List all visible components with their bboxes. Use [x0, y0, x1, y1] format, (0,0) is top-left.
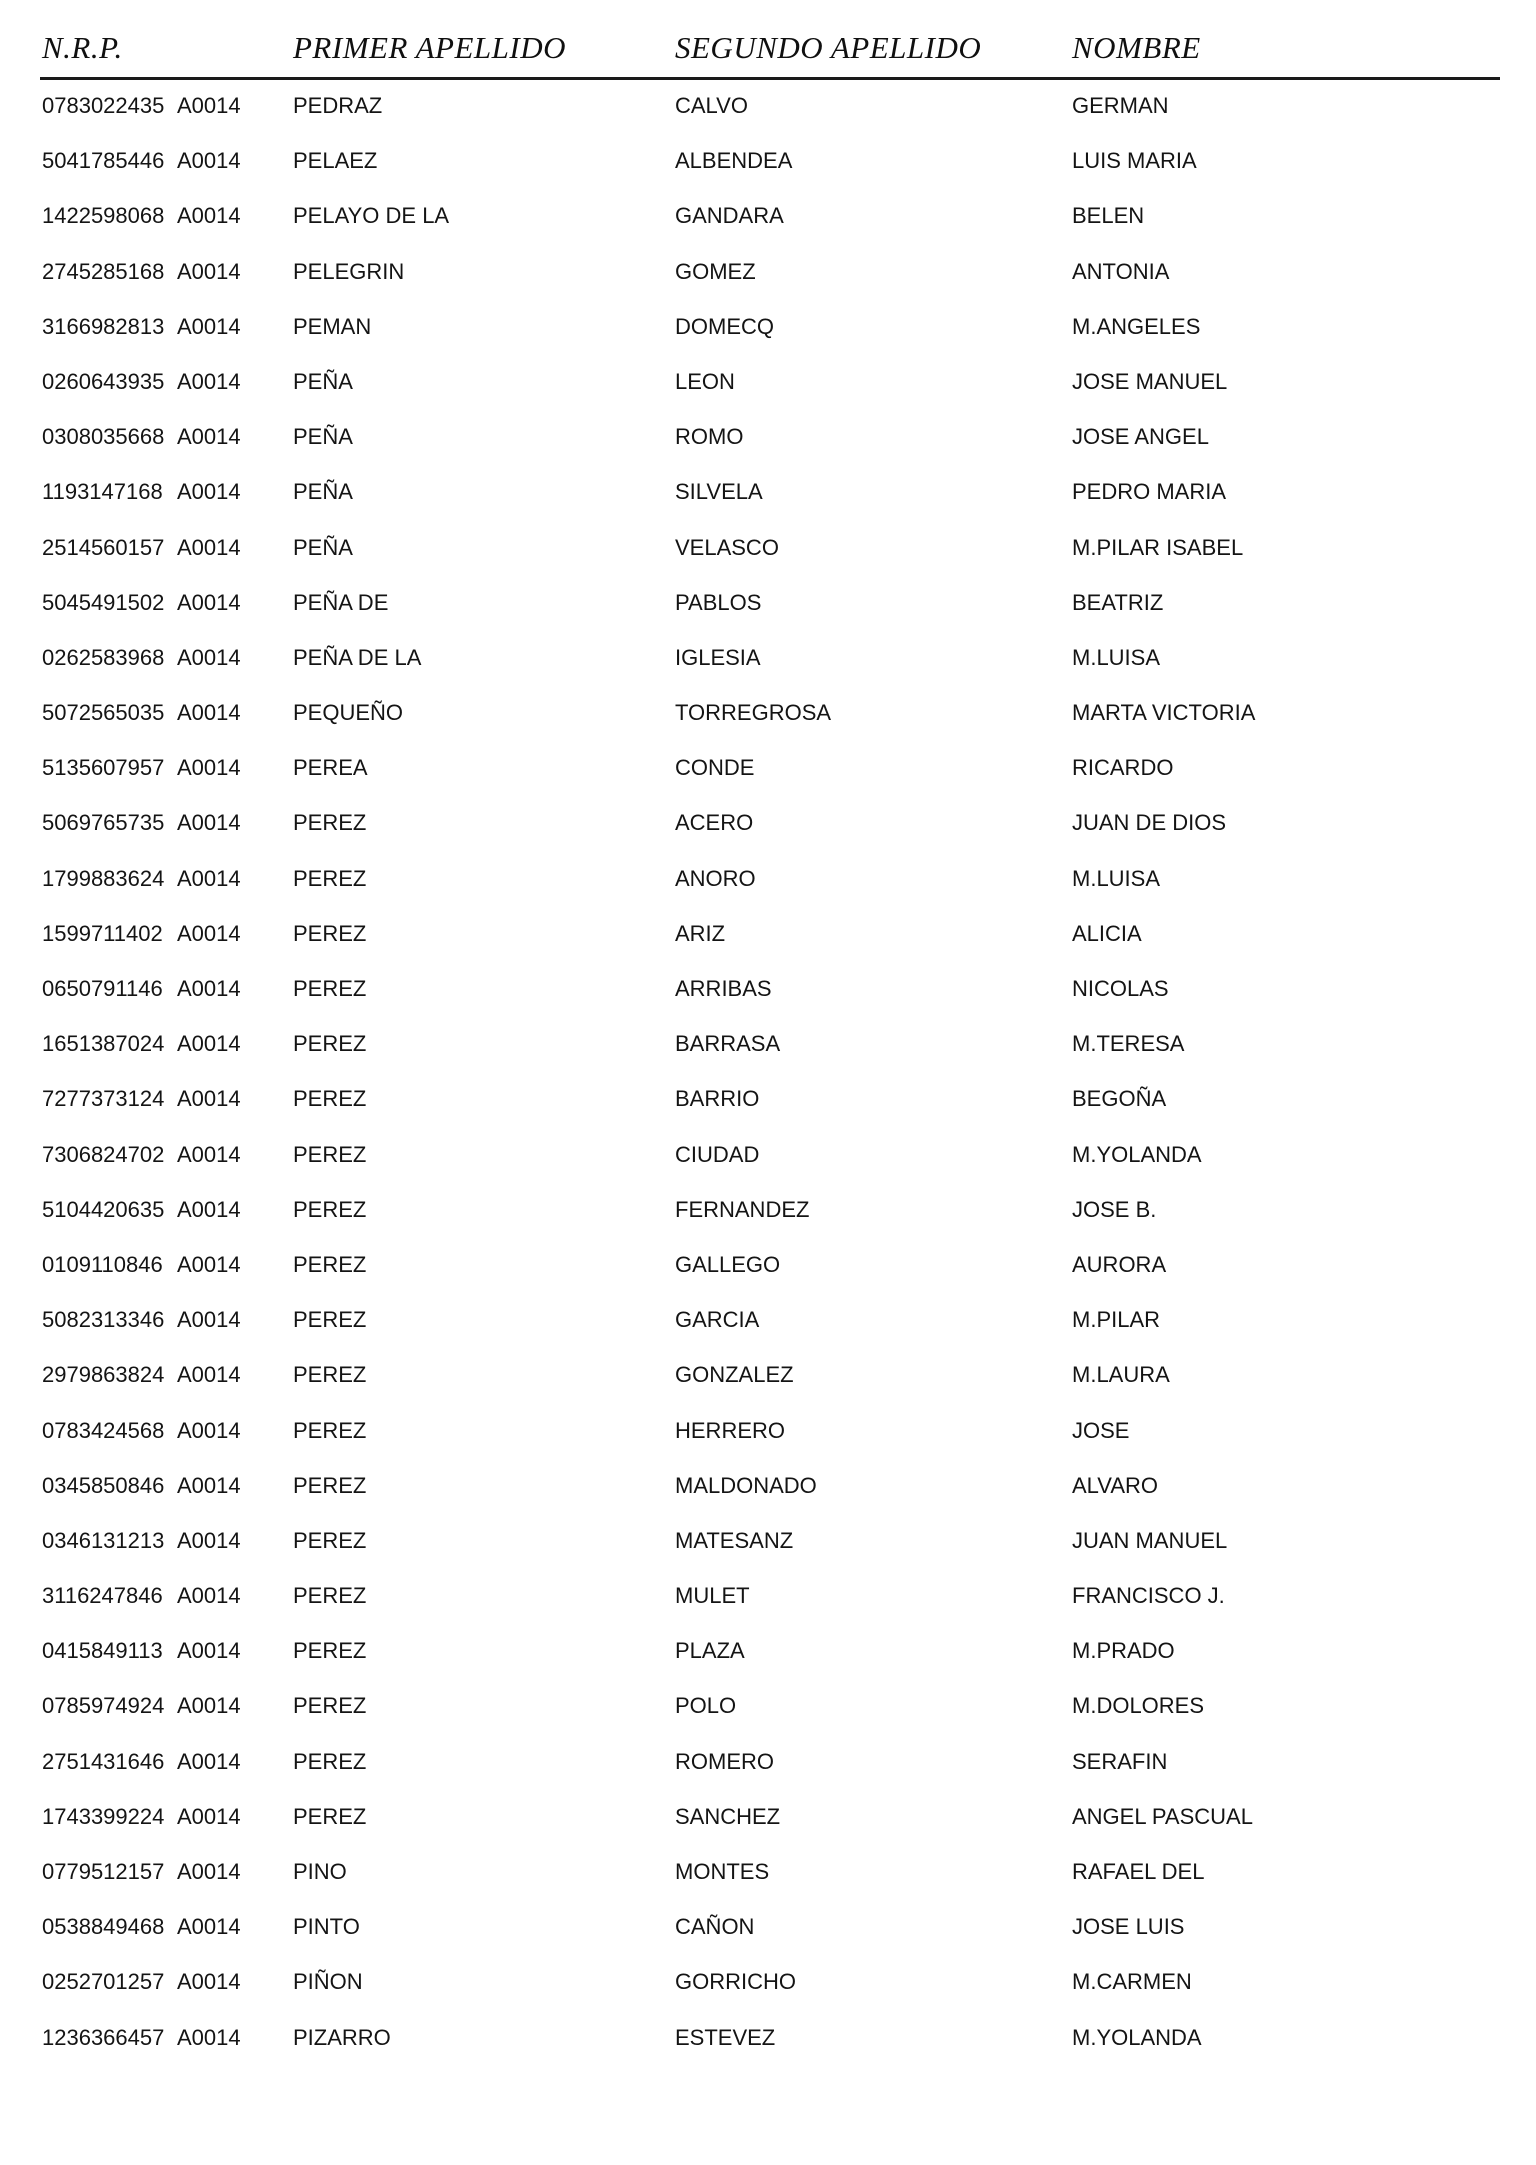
nombre-cell: JOSE LUIS — [1072, 1914, 1185, 1940]
primer-apellido-cell: PEÑA — [293, 534, 353, 560]
segundo-apellido-cell: GARCIA — [675, 1307, 760, 1333]
segundo-apellido-cell: CALVO — [675, 93, 748, 118]
nrp-cell: 0345850846 — [42, 1472, 165, 1498]
segundo-apellido-cell: ESTEVEZ — [675, 2024, 776, 2050]
code-cell: A0014 — [177, 589, 241, 615]
nrp-cell: 0538849468 — [42, 1914, 165, 1940]
code-cell: A0014 — [177, 148, 241, 174]
code-cell: A0014 — [177, 368, 241, 394]
nrp-cell: 0783022435 — [42, 93, 165, 118]
primer-apellido-cell: PEREZ — [293, 1251, 367, 1277]
nombre-cell: M.LUISA — [1072, 644, 1161, 670]
table-row — [0, 143, 1536, 198]
code-cell: A0014 — [177, 976, 241, 1001]
nrp-cell: 0650791146 — [42, 976, 163, 1001]
primer-apellido-cell: PEREZ — [293, 1307, 367, 1333]
nombre-cell: LUIS MARIA — [1072, 148, 1197, 174]
nombre-cell: RICARDO — [1072, 755, 1174, 781]
nombre-cell: ANGEL PASCUAL — [1072, 1803, 1253, 1829]
nombre-cell: M.PILAR ISABEL — [1072, 534, 1244, 560]
table-row — [0, 198, 1536, 253]
table-row — [0, 861, 1536, 916]
code-cell: A0014 — [177, 1086, 241, 1112]
nombre-cell: M.PRADO — [1072, 1638, 1175, 1664]
code-cell: A0014 — [177, 644, 241, 670]
code-cell: A0014 — [177, 810, 241, 836]
segundo-apellido-cell: ROMO — [675, 424, 744, 450]
table-row — [0, 585, 1536, 640]
table-row — [0, 1578, 1536, 1633]
segundo-apellido-cell: LEON — [675, 368, 735, 394]
table-row — [0, 364, 1536, 419]
table-row — [0, 1247, 1536, 1302]
segundo-apellido-cell: CAÑON — [675, 1914, 755, 1940]
nombre-cell: BEGOÑA — [1072, 1086, 1167, 1112]
segundo-apellido-cell: BARRIO — [675, 1086, 760, 1112]
table-row — [0, 1413, 1536, 1468]
table-row — [0, 1744, 1536, 1799]
nrp-cell: 0262583968 — [42, 644, 165, 670]
table-row — [0, 254, 1536, 309]
code-cell: A0014 — [177, 1141, 241, 1167]
segundo-apellido-cell: PLAZA — [675, 1638, 745, 1664]
nrp-cell: 1651387024 — [42, 1031, 165, 1057]
code-cell: A0014 — [177, 1748, 241, 1774]
table-row — [0, 1633, 1536, 1688]
nombre-cell: ANTONIA — [1072, 258, 1170, 284]
code-cell: A0014 — [177, 1914, 241, 1940]
primer-apellido-cell: PIÑON — [293, 1969, 363, 1995]
table-header — [0, 22, 1536, 78]
segundo-apellido-cell: MONTES — [675, 1859, 770, 1884]
nrp-cell: 3166982813 — [42, 313, 165, 339]
nombre-cell: BEATRIZ — [1072, 589, 1164, 615]
nrp-cell: 1799883624 — [42, 865, 165, 891]
nombre-cell: ALICIA — [1072, 920, 1142, 946]
nrp-cell: 5041785446 — [42, 148, 165, 174]
segundo-apellido-cell: GALLEGO — [675, 1251, 781, 1277]
nrp-cell: 3116247846 — [42, 1583, 163, 1609]
table-row — [0, 1799, 1536, 1854]
segundo-apellido-cell: CONDE — [675, 755, 755, 781]
table-row — [0, 916, 1536, 971]
primer-apellido-cell: PEREZ — [293, 1748, 367, 1774]
nrp-cell: 5104420635 — [42, 1196, 165, 1222]
primer-apellido-cell: PEÑA — [293, 424, 353, 450]
nombre-cell: M.ANGELES — [1072, 313, 1201, 339]
nombre-cell: M.DOLORES — [1072, 1693, 1205, 1719]
segundo-apellido-cell: ARIZ — [675, 920, 726, 946]
table-row — [0, 1523, 1536, 1578]
nombre-cell: RAFAEL DEL — [1072, 1859, 1205, 1884]
table-row — [0, 530, 1536, 585]
table-row — [0, 1909, 1536, 1964]
primer-apellido-cell: PEREZ — [293, 1693, 367, 1719]
primer-apellido-cell: PEÑA — [293, 368, 353, 394]
nombre-cell: MARTA VICTORIA — [1072, 700, 1256, 726]
table-row — [0, 1468, 1536, 1523]
header-segundo-apellido: SEGUNDO APELLIDO — [675, 30, 982, 65]
nombre-cell: GERMAN — [1072, 93, 1169, 118]
nrp-cell: 1422598068 — [42, 203, 165, 229]
table-row — [0, 419, 1536, 474]
primer-apellido-cell: PINTO — [293, 1914, 360, 1940]
primer-apellido-cell: PEREZ — [293, 810, 367, 836]
nombre-cell: ALVARO — [1072, 1472, 1158, 1498]
table-row — [0, 1964, 1536, 2019]
nombre-cell: M.YOLANDA — [1072, 2024, 1202, 2050]
code-cell: A0014 — [177, 920, 241, 946]
nrp-cell: 0260643935 — [42, 368, 165, 394]
header-nombre: NOMBRE — [1072, 30, 1201, 65]
nrp-cell: 0785974924 — [42, 1693, 165, 1719]
segundo-apellido-cell: HERRERO — [675, 1417, 786, 1443]
code-cell: A0014 — [177, 1251, 241, 1277]
primer-apellido-cell: PEREZ — [293, 1527, 367, 1553]
table-row — [0, 1081, 1536, 1136]
nrp-cell: 5082313346 — [42, 1307, 165, 1333]
code-cell: A0014 — [177, 203, 241, 229]
code-cell: A0014 — [177, 1031, 241, 1057]
table-row — [0, 750, 1536, 805]
primer-apellido-cell: PEREZ — [293, 976, 367, 1001]
nombre-cell: AURORA — [1072, 1251, 1167, 1277]
primer-apellido-cell: PEREZ — [293, 920, 367, 946]
table-row — [0, 1854, 1536, 1909]
nombre-cell: BELEN — [1072, 203, 1145, 229]
code-cell: A0014 — [177, 1969, 241, 1995]
nrp-cell: 2514560157 — [42, 534, 165, 560]
segundo-apellido-cell: GOMEZ — [675, 258, 756, 284]
code-cell: A0014 — [177, 1803, 241, 1829]
code-cell: A0014 — [177, 1196, 241, 1222]
nrp-cell: 0252701257 — [42, 1969, 165, 1995]
nombre-cell: M.YOLANDA — [1072, 1141, 1202, 1167]
primer-apellido-cell: PEREA — [293, 755, 368, 781]
primer-apellido-cell: PEDRAZ — [293, 93, 383, 118]
code-cell: A0014 — [177, 313, 241, 339]
segundo-apellido-cell: MATESANZ — [675, 1527, 794, 1553]
table-row — [0, 640, 1536, 695]
table-row — [0, 474, 1536, 529]
header-primer-apellido: PRIMER APELLIDO — [293, 30, 566, 65]
nrp-cell: 1193147168 — [42, 479, 163, 505]
nombre-cell: SERAFIN — [1072, 1748, 1168, 1774]
nombre-cell: M.PILAR — [1072, 1307, 1161, 1333]
segundo-apellido-cell: GANDARA — [675, 203, 784, 229]
table-body — [0, 88, 1536, 2075]
table-row — [0, 2020, 1536, 2075]
segundo-apellido-cell: MULET — [675, 1583, 750, 1609]
nrp-cell: 0109110846 — [42, 1251, 163, 1277]
segundo-apellido-cell: POLO — [675, 1693, 737, 1719]
primer-apellido-cell: PEÑA — [293, 479, 353, 505]
primer-apellido-cell: PEREZ — [293, 1031, 367, 1057]
nrp-cell: 1599711402 — [42, 920, 163, 946]
nrp-cell: 0783424568 — [42, 1417, 165, 1443]
segundo-apellido-cell: CIUDAD — [675, 1141, 760, 1167]
table-row — [0, 88, 1536, 143]
table-row — [0, 971, 1536, 1026]
primer-apellido-cell: PEMAN — [293, 313, 372, 339]
code-cell: A0014 — [177, 424, 241, 450]
code-cell: A0014 — [177, 1307, 241, 1333]
code-cell: A0014 — [177, 1417, 241, 1443]
primer-apellido-cell: PEREZ — [293, 1417, 367, 1443]
nombre-cell: M.LUISA — [1072, 865, 1161, 891]
segundo-apellido-cell: DOMECQ — [675, 313, 774, 339]
code-cell: A0014 — [177, 2024, 241, 2050]
primer-apellido-cell: PEREZ — [293, 1362, 367, 1388]
primer-apellido-cell: PEREZ — [293, 1196, 367, 1222]
segundo-apellido-cell: FERNANDEZ — [675, 1196, 810, 1222]
primer-apellido-cell: PEREZ — [293, 865, 367, 891]
code-cell: A0014 — [177, 1362, 241, 1388]
segundo-apellido-cell: ACERO — [675, 810, 754, 836]
primer-apellido-cell: PELAEZ — [293, 148, 378, 174]
table-row — [0, 1026, 1536, 1081]
table-row — [0, 309, 1536, 364]
segundo-apellido-cell: MALDONADO — [675, 1472, 817, 1498]
primer-apellido-cell: PEREZ — [293, 1803, 367, 1829]
primer-apellido-cell: PELAYO DE LA — [293, 203, 450, 229]
primer-apellido-cell: PEREZ — [293, 1638, 367, 1664]
primer-apellido-cell: PEÑA DE — [293, 589, 389, 615]
nrp-cell: 5045491502 — [42, 589, 165, 615]
segundo-apellido-cell: ROMERO — [675, 1748, 774, 1774]
segundo-apellido-cell: TORREGROSA — [675, 700, 832, 726]
nombre-cell: M.LAURA — [1072, 1362, 1170, 1388]
segundo-apellido-cell: BARRASA — [675, 1031, 781, 1057]
nombre-cell: M.TERESA — [1072, 1031, 1185, 1057]
table-row — [0, 805, 1536, 860]
nrp-cell: 1236366457 — [42, 2024, 165, 2050]
nombre-cell: JOSE — [1072, 1417, 1130, 1443]
segundo-apellido-cell: SANCHEZ — [675, 1803, 781, 1829]
nrp-cell: 2745285168 — [42, 258, 165, 284]
code-cell: A0014 — [177, 1527, 241, 1553]
nombre-cell: M.CARMEN — [1072, 1969, 1192, 1995]
nrp-cell: 2751431646 — [42, 1748, 165, 1774]
code-cell: A0014 — [177, 1859, 241, 1884]
nombre-cell: JUAN MANUEL — [1072, 1527, 1228, 1553]
segundo-apellido-cell: GORRICHO — [675, 1969, 796, 1995]
code-cell: A0014 — [177, 700, 241, 726]
nrp-cell: 0308035668 — [42, 424, 165, 450]
segundo-apellido-cell: VELASCO — [675, 534, 779, 560]
primer-apellido-cell: PEREZ — [293, 1583, 367, 1609]
segundo-apellido-cell: GONZALEZ — [675, 1362, 794, 1388]
primer-apellido-cell: PINO — [293, 1859, 347, 1884]
code-cell: A0014 — [177, 865, 241, 891]
code-cell: A0014 — [177, 479, 241, 505]
segundo-apellido-cell: ALBENDEA — [675, 148, 793, 174]
nrp-cell: 5072565035 — [42, 700, 165, 726]
code-cell: A0014 — [177, 93, 241, 118]
primer-apellido-cell: PEÑA DE LA — [293, 644, 422, 670]
nrp-cell: 0346131213 — [42, 1527, 165, 1553]
nrp-cell: 2979863824 — [42, 1362, 165, 1388]
code-cell: A0014 — [177, 1583, 241, 1609]
nrp-cell: 7306824702 — [42, 1141, 165, 1167]
header-divider — [40, 77, 1500, 80]
nombre-cell: FRANCISCO J. — [1072, 1583, 1225, 1609]
primer-apellido-cell: PEREZ — [293, 1141, 367, 1167]
nrp-cell: 0415849113 — [42, 1638, 163, 1664]
code-cell: A0014 — [177, 1638, 241, 1664]
nombre-cell: JUAN DE DIOS — [1072, 810, 1227, 836]
segundo-apellido-cell: IGLESIA — [675, 644, 761, 670]
primer-apellido-cell: PIZARRO — [293, 2024, 391, 2050]
code-cell: A0014 — [177, 534, 241, 560]
code-cell: A0014 — [177, 258, 241, 284]
nombre-cell: NICOLAS — [1072, 976, 1169, 1001]
code-cell: A0014 — [177, 1693, 241, 1719]
table-row — [0, 1357, 1536, 1412]
table-row — [0, 695, 1536, 750]
code-cell: A0014 — [177, 755, 241, 781]
nrp-cell: 5069765735 — [42, 810, 165, 836]
primer-apellido-cell: PEREZ — [293, 1472, 367, 1498]
nombre-cell: JOSE B. — [1072, 1196, 1157, 1222]
table-row — [0, 1137, 1536, 1192]
primer-apellido-cell: PEQUEÑO — [293, 700, 404, 726]
segundo-apellido-cell: ARRIBAS — [675, 976, 772, 1001]
nrp-cell: 1743399224 — [42, 1803, 165, 1829]
nrp-cell: 5135607957 — [42, 755, 165, 781]
nrp-cell: 7277373124 — [42, 1086, 165, 1112]
code-cell: A0014 — [177, 1472, 241, 1498]
header-nrp: N.R.P. — [42, 30, 123, 65]
nombre-cell: JOSE MANUEL — [1072, 368, 1228, 394]
nrp-cell: 0779512157 — [42, 1859, 165, 1884]
nombre-cell: PEDRO MARIA — [1072, 479, 1227, 505]
segundo-apellido-cell: ANORO — [675, 865, 756, 891]
table-row — [0, 1302, 1536, 1357]
table-row — [0, 1688, 1536, 1743]
nombre-cell: JOSE ANGEL — [1072, 424, 1209, 450]
table-row — [0, 1192, 1536, 1247]
segundo-apellido-cell: PABLOS — [675, 589, 762, 615]
primer-apellido-cell: PELEGRIN — [293, 258, 405, 284]
primer-apellido-cell: PEREZ — [293, 1086, 367, 1112]
segundo-apellido-cell: SILVELA — [675, 479, 763, 505]
